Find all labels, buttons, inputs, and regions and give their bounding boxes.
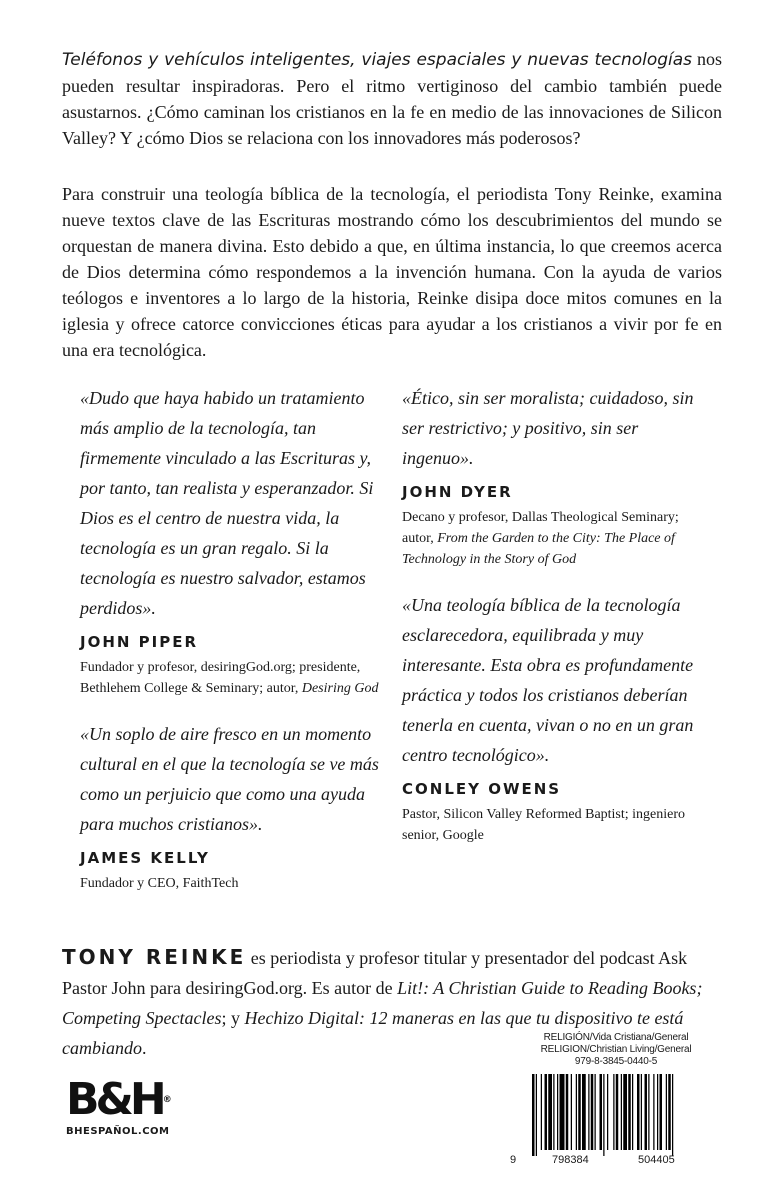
endorsement-piper [80, 383, 380, 699]
barcode-bar [672, 1074, 673, 1156]
barcode-bar [541, 1074, 542, 1150]
barcode-bar [632, 1074, 633, 1150]
barcode-digits-right: 504405 [638, 1154, 675, 1166]
barcode-bar [621, 1074, 622, 1150]
barcode-bar [613, 1074, 614, 1150]
endorsement-credentials [402, 507, 702, 570]
barcode-bar [553, 1074, 554, 1150]
credentials-text: Fundador y profesor, desiringGod.org; presidente, Bethlehem College & Seminary; autor, [80, 660, 361, 696]
endorsement-owens [402, 590, 702, 846]
endorsement-author: JOHN DYER [402, 483, 513, 501]
barcode-bar [582, 1074, 586, 1150]
barcode-digits-left: 798384 [552, 1154, 589, 1166]
description-paragraph: Para construir una teología bíblica de la tecnología, el periodista Tony Reinke, examina nueve textos clave de las Escrituras mostrando cómo los descubrimientos del mundo se orquestan de manera divina. Esto debido a que, en última instancia, lo que creemos acerca de Dios determina cómo respondemos a la invención humana. Con la ayuda de varios teólogos e inventores a lo largo de la historia, Reinke disipa doce mitos comunes en la iglesia y ofrece catorce convicciones éticas para ayudar a los cristianos a vivir por fe en una era tecnológica. [62, 184, 722, 360]
barcode-bar [591, 1074, 594, 1150]
category-es: RELIGIÓN/Vida Cristiana/General [543, 1032, 689, 1043]
barcode-bar [653, 1074, 654, 1150]
intro-rest: nos pueden resultar inspiradoras. Pero el ritmo vertiginoso del cambio también puede asustarnos. ¿Cómo caminan los cristianos en la fe en medio de las innovaciones de Silicon Valley? Y ¿cómo Dios se relaciona con los innovadores más poderosos? [62, 49, 722, 148]
credentials-text: Decano y profesor, Dallas Theological Seminary; autor, [402, 510, 679, 546]
publisher-logo-mark [66, 1074, 176, 1125]
endorsements-right-column [402, 383, 702, 866]
barcode-bar [668, 1074, 671, 1150]
endorsement-quote: «Una teología bíblica de la tecnología esclarecedora, equilibrada y muy interesante. Esta obra es profundamente práctica y todos los cristianos deberían tenerla en cuenta, vivan o no en un gran centro tecnológico». [402, 595, 694, 765]
bio-book-titles: Lit!: A Christian Guide to Reading Books; Competing Spectacles [62, 978, 703, 1028]
endorsement-quote: «Un soplo de aire fresco en un momento cultural en el que la tecnología se ve más como un perjuicio que como una ayuda para muchos cristianos». [80, 724, 379, 834]
endorsement-dyer [402, 383, 702, 570]
endorsement-credentials [80, 657, 380, 699]
barcode-bar [645, 1074, 648, 1150]
barcode-bar [657, 1074, 658, 1150]
barcode-bar [536, 1074, 537, 1156]
barcode-bar [648, 1074, 649, 1150]
barcode-bar [588, 1074, 589, 1150]
barcode-bar [548, 1074, 552, 1150]
category-en: RELIGION/Christian Living/General [540, 1044, 692, 1055]
barcode-bar [637, 1074, 640, 1150]
endorsement-author: JOHN PIPER [80, 633, 199, 651]
barcode-bar [641, 1074, 642, 1150]
endorsement-author: JAMES KELLY [80, 849, 210, 867]
logo-mark-text: B&H [66, 1074, 163, 1125]
barcode-bar [603, 1074, 604, 1156]
barcode-bars [530, 1074, 720, 1156]
bio-text: es periodista y profesor titular y presentador del podcast Ask Pastor John para desiringGod.org. Es autor de [62, 948, 688, 998]
barcode-bar [628, 1074, 631, 1150]
barcode-bar [660, 1074, 663, 1150]
barcode-bar [557, 1074, 558, 1150]
barcode-bar [576, 1074, 577, 1150]
bio-text: . [142, 1038, 147, 1058]
barcode-bar [616, 1074, 619, 1150]
barcode-bar [545, 1074, 548, 1150]
endorsement-author: CONLEY OWENS [402, 780, 562, 798]
endorsement-quote: «Dudo que haya habido un tratamiento más amplio de la tecnología, tan firmemente vinculado a las Escrituras y, por tanto, tan realista y esperanzador. Si Dios es el centro de nuestra vida, la tecnología es un gran regalo. Si la tecnología es nuestro salvador, estamos perdidos». [80, 388, 374, 618]
endorsements-left-column [80, 383, 380, 914]
credentials-book: From the Garden to the City: The Place of Technology in the Story of God [402, 531, 675, 567]
barcode-bar [571, 1074, 572, 1150]
barcode-bar [532, 1074, 535, 1156]
bio-author-name: TONY REINKE [62, 945, 247, 969]
intro-paragraph [62, 46, 722, 151]
barcode-bar [600, 1074, 603, 1150]
barcode [510, 1074, 722, 1170]
barcode-bar [595, 1074, 596, 1150]
publisher-logo [66, 1074, 176, 1137]
barcode-bar [578, 1074, 581, 1150]
credentials-book: Desiring God [301, 681, 379, 696]
bio-book-title: Hechizo Digital: 12 maneras en las que tu dispositivo te está cambiando [62, 1008, 684, 1058]
registered-mark: ® [162, 1095, 172, 1105]
publisher-url: BHESPAÑOL.COM [66, 1126, 170, 1137]
barcode-block [510, 1032, 722, 1170]
barcode-bar [666, 1074, 667, 1150]
barcode-digit-lead: 9 [510, 1154, 517, 1166]
barcode-bar [566, 1074, 569, 1150]
barcode-bar [623, 1074, 627, 1150]
endorsement-kelly [80, 719, 380, 894]
isbn-text: 979-8-3845-0440-5 [574, 1056, 658, 1067]
endorsement-credentials: Fundador y CEO, FaithTech [80, 876, 239, 891]
intro-lead: Teléfonos y vehículos inteligentes, viajes espaciales y nuevas tecnologías [62, 50, 693, 70]
barcode-bar [560, 1074, 565, 1150]
endorsement-quote: «Ético, sin ser moralista; cuidadoso, sin ser restrictivo; y positivo, sin ser ingenuo». [402, 388, 694, 468]
endorsement-credentials: Pastor, Silicon Valley Reformed Baptist; ingeniero senior, Google [402, 807, 686, 843]
barcode-bar [607, 1074, 608, 1150]
bio-text: ; y [221, 1008, 245, 1028]
